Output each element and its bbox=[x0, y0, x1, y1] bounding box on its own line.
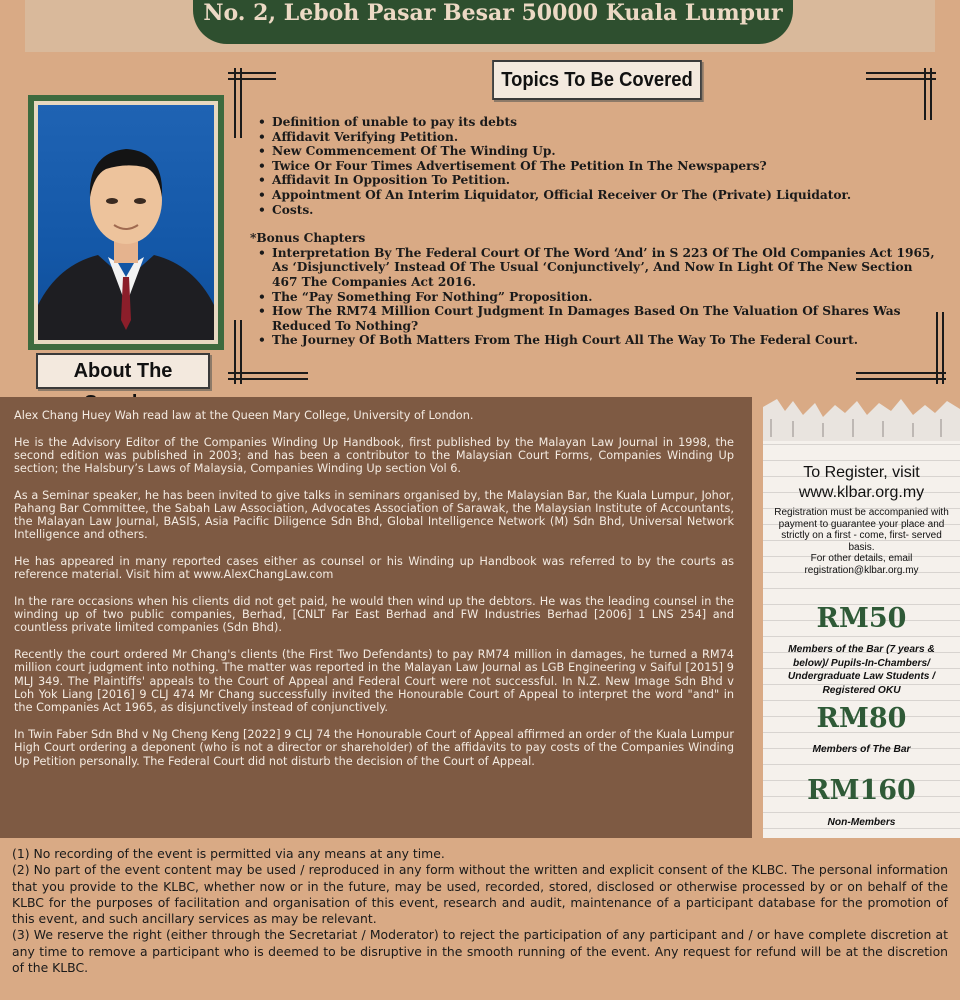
price-rm50: RM50 bbox=[816, 603, 907, 634]
price-rm50-desc: Members of the Bar (7 years & below)/ Pupils-In-Chambers/ Undergraduate Law Students / Registered OKU bbox=[787, 644, 936, 696]
bio-paragraph: In Twin Faber Sdn Bhd v Ng Cheng Keng [2022] 9 CLJ 74 the Honourable Court of Appeal affirmed an order of the Kuala Lumpur High Court ordering a deponent (who is not a director or shareholder) of the affidavits to pay costs of the Companies Winding Up Petition personally. The Federal Court did not disturb the decision of the Court of Appeal. bbox=[14, 728, 734, 768]
topic-item: • Affidavit In Opposition To Petition. bbox=[258, 173, 940, 188]
terms-footer bbox=[12, 846, 948, 976]
topic-item: • Affidavit Verifying Petition. bbox=[258, 130, 940, 145]
bonus-item: • The “Pay Something For Nothing” Proposition. bbox=[258, 290, 940, 305]
topic-item: • Costs. bbox=[258, 203, 940, 218]
bonus-item: • The Journey Of Both Matters From The High Court All The Way To The Federal Court. bbox=[258, 333, 940, 348]
bonus-item: • Interpretation By The Federal Court Of The Word ‘And’ in S 223 Of The Old Companies Act 1965, As ‘Disjunctively’ Instead Of The Usual ‘Conjunctively’, And Now In Light Of The New Section 467 The Companies Act 2016. bbox=[258, 246, 940, 290]
terms-note: (1) No recording of the event is permitted via any means at any time. bbox=[12, 846, 445, 861]
price-rm80-desc: Members of The Bar bbox=[812, 744, 911, 755]
about-speaker-tag: About The bbox=[36, 353, 210, 389]
topics-list bbox=[250, 115, 940, 348]
bonus-item: • How The RM74 Million Court Judgment In Damages Based On The Valuation Of Shares Was Reduced To Nothing? bbox=[258, 304, 940, 333]
topic-item: • Twice Or Four Times Advertisement Of The Petition In The Newspapers? bbox=[258, 159, 940, 174]
bio-paragraph: In the rare occasions when his clients did not get paid, he would then wind up the debtors. He was the leading counsel in the winding up of two public companies, Berhad, [CNLT Far East Berhad and FW Industries Berhad [2006] 1 LNS 254] and countless private limited companies (Sdn Bhd). bbox=[14, 595, 734, 635]
bio-paragraph: As a Seminar speaker, he has been invited to give talks in seminars organised by, the Malaysian Bar, the Kuala Lumpur, Johor, Pahang Bar Committee, the Sabah Law Association, Advocates Association of Sarawak, the Malaysian Institute of Accountants, the Malayan Law Journal, BASIS, Asia Pacific Diligence Sdn Bhd, Global Intelligence Network (M) Sdn Bhd, Universal Network Intelligence and others. bbox=[14, 488, 734, 542]
address-banner bbox=[193, 0, 793, 44]
torn-paper-icon bbox=[763, 397, 960, 441]
bio-paragraph: Alex Chang Huey Wah read law at the Queen Mary College, University of London. bbox=[14, 409, 474, 422]
speaker-photo bbox=[38, 105, 214, 340]
address-text: No. 2, Leboh Pasar Besar 50000 Kuala Lumpur bbox=[203, 0, 783, 26]
register-url[interactable]: www.klbar.org.my bbox=[798, 484, 925, 501]
speaker-bio-panel bbox=[0, 397, 752, 838]
price-rm160-desc: Non-Members bbox=[827, 817, 896, 828]
terms-note: (2) No part of the event content may be used / reproduced in any form without the written and explicit consent of the KLBC. The personal information that you provide to the KLBC, whether now or in the future, may be used, recorded, stored, disclosed or otherwise processed by or on behalf of the KLBC for the purposes of facilitation and organisation of this event, research and audit, maintenance of a participant database for the promotion of this event, and such ancillary services as may be relevant. bbox=[12, 862, 948, 927]
bio-paragraph: He has appeared in many reported cases either as counsel or his Winding up Handbook was referred to by the courts as reference material. Visit him at www.AlexChangLaw.com bbox=[14, 555, 734, 582]
topic-item: • Appointment Of An Interim Liquidator, Official Receiver Or The (Private) Liquidator. bbox=[258, 188, 940, 203]
speaker-portrait-icon bbox=[38, 105, 214, 340]
bio-paragraph: He is the Advisory Editor of the Companies Winding Up Handbook, first published by the Malayan Law Journal in 1998, the second edition was published in 2003; and has been a contributor to the Malaysian Court Forms, Companies Winding Up section; the Halsbury’s Laws of Malaysia, Companies Winding Up section Vol 6. bbox=[14, 435, 734, 476]
register-heading: To Register, visit www.klbar.org.my bbox=[763, 463, 960, 503]
topic-item: • Definition of unable to pay its debts bbox=[258, 115, 940, 130]
topics-tag: Topics To Be Covered bbox=[492, 60, 702, 100]
registration-panel bbox=[763, 397, 960, 838]
speaker-photo-frame bbox=[28, 95, 224, 350]
bonus-heading: *Bonus Chapters bbox=[250, 231, 366, 246]
terms-note: (3) We reserve the right (either through the Secretariat / Moderator) to reject the participation of any participant and / or have complete discretion at any time to remove a participant who is deemed to be disruptive in the smooth running of the event. Any request for refund will be at the discretion of the KLBC. bbox=[12, 927, 948, 976]
registration-note: Registration must be accompanied with payment to guarantee your place and strictly on a first - come, first- served basis. For other details, email registration@klbar.org.my bbox=[771, 507, 952, 576]
price-rm160: RM160 bbox=[807, 775, 916, 806]
bio-paragraph: Recently the court ordered Mr Chang's clients (the First Two Defendants) to pay RM74 million in damages, he turned a RM74 million court judgment into nothing. The matter was reported in the Malayan Law Journal as LGB Engineering v Saiful [2015] 9 MLJ 349. The Plaintiffs' appeals to the Court of Appeal and Federal Court were not successful. In N.Z. New Image Sdn Bhd v Loh Yok Liang [2016] 9 CLJ 474 Mr Chang successfully invited the Honourable Court of Appeal to interpret the word "and" in the Companies Act 1965, as disjunctively instead of conjunctively. bbox=[14, 648, 734, 714]
topic-item: • New Commencement Of The Winding Up. bbox=[258, 144, 940, 159]
price-rm80: RM80 bbox=[816, 703, 907, 734]
registration-email[interactable]: registration@klbar.org.my bbox=[804, 564, 919, 576]
